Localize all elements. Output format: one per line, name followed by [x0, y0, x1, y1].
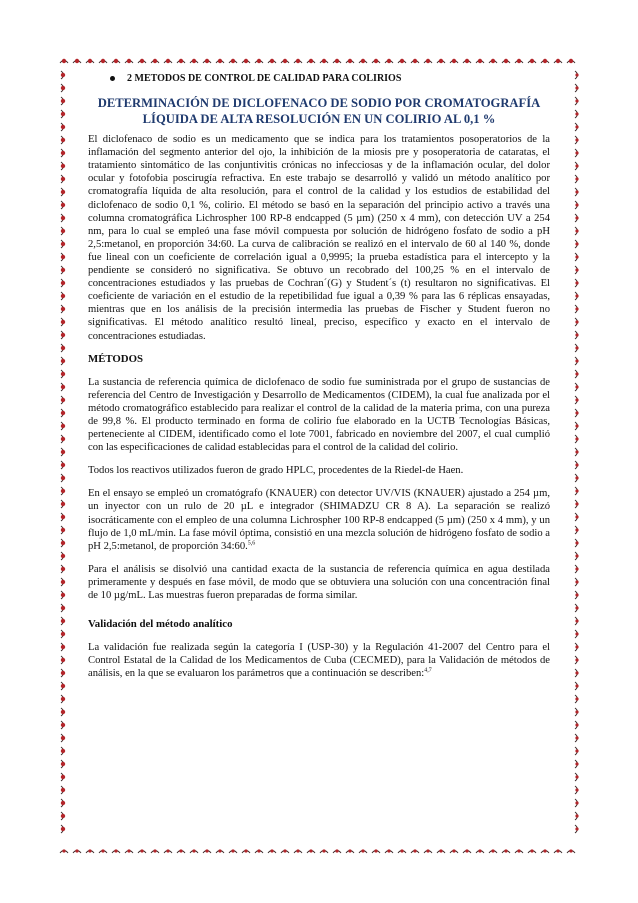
- validacion-paragraph-1: [88, 641, 550, 680]
- border-ornament: [151, 59, 159, 63]
- border-ornament: [575, 825, 579, 833]
- border-ornament: [190, 59, 198, 63]
- border-ornament: [575, 188, 579, 196]
- validacion-heading: Validación del método analítico: [88, 618, 233, 631]
- border-ornament: [575, 396, 579, 404]
- border-ornament: [575, 656, 579, 664]
- border-ornament: [372, 849, 380, 853]
- border-ornament: [61, 240, 65, 248]
- border-ornament: [268, 849, 276, 853]
- border-ornament: [61, 747, 65, 755]
- border-ornament: [61, 565, 65, 573]
- border-ornament: [502, 59, 510, 63]
- border-ornament: [216, 849, 224, 853]
- border-ornament: [99, 849, 107, 853]
- border-ornament: [575, 786, 579, 794]
- border-ornament: [61, 162, 65, 170]
- border-ornament: [575, 201, 579, 209]
- border-ornament: [61, 266, 65, 274]
- metodos-paragraph-1: La sustancia de referencia química de diclofenaco de sodio fue suministrada por el grupo de sustancias de referencia del Centro de Investigación y Desarrollo de Medicamentos (CIDEM), la cual fue analizada por el método cromatográfico establecido para realizar el control de la calidad de la materia prima, con una pureza de 99,8 %. El producto terminado en forma de colirio fue elaborado en la UCTB Tecnologías Básicas, perteneciente al CIDEM, identificado como el lote 7001, fabricado en noviembre del 2007, el cual cumplió con las especificaciones de calidad establecidas para el control de la calidad del colirio.: [88, 376, 550, 454]
- border-ornament: [60, 849, 68, 853]
- border-ornament: [61, 604, 65, 612]
- border-ornament: [575, 97, 579, 105]
- border-ornament: [575, 617, 579, 625]
- border-ornament: [575, 110, 579, 118]
- border-ornament: [61, 422, 65, 430]
- border-ornament: [61, 201, 65, 209]
- border-ornament: [575, 71, 579, 79]
- border-ornament: [502, 849, 510, 853]
- border-ornament: [61, 318, 65, 326]
- border-ornament: [125, 849, 133, 853]
- border-ornament: [575, 448, 579, 456]
- border-ornament: [255, 59, 263, 63]
- border-ornament: [268, 59, 276, 63]
- border-ornament: [242, 849, 250, 853]
- border-ornament: [61, 734, 65, 742]
- border-ornament: [242, 59, 250, 63]
- border-ornament: [61, 526, 65, 534]
- border-ornament: [575, 409, 579, 417]
- border-ornament: [229, 59, 237, 63]
- border-ornament: [541, 59, 549, 63]
- border-ornament: [203, 59, 211, 63]
- border-ornament: [575, 734, 579, 742]
- border-ornament: [177, 849, 185, 853]
- border-ornament: [61, 136, 65, 144]
- border-ornament: [281, 59, 289, 63]
- border-ornament: [437, 59, 445, 63]
- border-ornament: [61, 474, 65, 482]
- border-ornament: [575, 357, 579, 365]
- border-ornament: [575, 747, 579, 755]
- border-ornament: [411, 849, 419, 853]
- border-ornament: [61, 370, 65, 378]
- border-ornament: [61, 175, 65, 183]
- border-ornament: [203, 849, 211, 853]
- border-ornament: [554, 849, 562, 853]
- border-ornament: [164, 59, 172, 63]
- border-ornament: [229, 849, 237, 853]
- border-ornament: [575, 760, 579, 768]
- border-ornament: [138, 849, 146, 853]
- metodos-paragraph-3-text: En el ensayo se empleó un cromatógrafo (KNAUER) con detector UV/VIS (KNAUER) ajustado a 254 µm, un inyector con un rulo de 20 µL e integrador (SHIMADZU CR 8 A). La separación se realizó isocráticamente con el empleo de una columna Lichrospher 100 RP-8 endcapped (5 µm) (250 x 4 mm), y un flujo de 1,0 mL/min. La fase móvil óptima, consistió en una mezcla solución de hidrógeno fosfato de sodio a pH 2,5:metanol, de proporción 34:60.: [88, 488, 550, 552]
- border-ornament: [575, 773, 579, 781]
- border-ornament: [61, 656, 65, 664]
- border-ornament: [575, 812, 579, 820]
- border-ornament: [575, 435, 579, 443]
- border-ornament: [112, 59, 120, 63]
- border-ornament: [61, 448, 65, 456]
- border-ornament: [575, 331, 579, 339]
- border-ornament: [489, 849, 497, 853]
- border-ornament: [61, 643, 65, 651]
- abstract-paragraph: El diclofenaco de sodio es un medicamento que se indica para los tratamientos posoperatorios de la inflamación del segmento anterior del ojo, la inhibición de la miosis pre y posoperatoria de cataratas, el tratamiento sintomático de las conjuntivitis crónicas no infecciosas y de la inflamación ocular, del dolor ocular y fotofobia poscirugía refractiva. En este trabajo se desarrolló y validó un método analítico por cromatografía líquida de alta resolución, para el control de la calidad y los estudios de estabilidad del diclofenaco de sodio 0,1 %, colirio. El método se basó en la separación del principio activo a través una columna cromatográfica Lichrospher 100 RP-8 endcapped (5 µm) (250 x 4 mm), con detección UV a 254 nm, para lo cual se empleó una fase móvil compuesta por solución de hidrógeno fosfato de sodio a pH 2,5:metanol, en proporción 34:60. La curva de calibración se realizó en el intervalo de 60 al 140 %, donde fue lineal con un coeficiente de correlación igual a 0,9995; la prueba estadística para el intercepto y la pendiente se consideró no significativa. Se obtuvo un recobrado del 100,25 % en el intervalo de concentraciones estudiados y las pruebas de Cochran´(G) y Student´s (t) resultaron no significativas. El coeficiente de variación en el estudio de la repetibilidad fue igual a 0,39 % para las 6 réplicas ensayadas, mientras que en los análisis de la precisión intermedia las pruebas de Fischer y Student fueron no significativas. El método analítico resultó lineal, preciso, específico y exacto en el intervalo de concentraciones estudiadas.: [88, 134, 550, 342]
- border-ornament: [575, 552, 579, 560]
- border-ornament: [575, 487, 579, 495]
- border-ornament: [575, 500, 579, 508]
- border-ornament: [575, 383, 579, 391]
- border-ornament: [60, 59, 68, 63]
- border-ornament: [61, 682, 65, 690]
- border-ornament: [320, 849, 328, 853]
- border-ornament: [61, 617, 65, 625]
- border-ornament: [385, 849, 393, 853]
- border-ornament: [61, 630, 65, 638]
- border-ornament: [61, 292, 65, 300]
- border-ornament: [333, 59, 341, 63]
- border-ornament: [575, 643, 579, 651]
- border-ornament: [99, 59, 107, 63]
- border-ornament: [86, 849, 94, 853]
- border-ornament: [125, 59, 133, 63]
- border-ornament: [575, 370, 579, 378]
- border-ornament: [61, 227, 65, 235]
- border-ornament: [575, 253, 579, 261]
- border-ornament: [294, 849, 302, 853]
- border-ornament: [575, 136, 579, 144]
- border-ornament: [567, 59, 575, 63]
- border-ornament: [575, 305, 579, 313]
- border-ornament: [575, 695, 579, 703]
- border-ornament: [575, 149, 579, 157]
- border-ornament: [112, 849, 120, 853]
- border-ornament: [575, 123, 579, 131]
- border-ornament: [575, 292, 579, 300]
- border-ornament: [346, 59, 354, 63]
- border-ornament: [575, 266, 579, 274]
- border-ornament: [575, 84, 579, 92]
- border-ornament: [528, 849, 536, 853]
- border-ornament: [575, 279, 579, 287]
- border-ornament: [61, 708, 65, 716]
- border-ornament: [61, 331, 65, 339]
- border-ornament: [575, 578, 579, 586]
- border-ornament: [86, 59, 94, 63]
- border-ornament: [359, 59, 367, 63]
- border-ornament: [61, 487, 65, 495]
- border-ornament: [528, 59, 536, 63]
- border-ornament: [255, 849, 263, 853]
- border-ornament: [424, 59, 432, 63]
- border-ornament: [61, 110, 65, 118]
- border-ornament: [398, 59, 406, 63]
- border-ornament: [61, 799, 65, 807]
- border-ornament: [450, 59, 458, 63]
- border-ornament: [61, 84, 65, 92]
- border-ornament: [216, 59, 224, 63]
- border-ornament: [575, 526, 579, 534]
- border-ornament: [575, 318, 579, 326]
- border-ornament: [424, 849, 432, 853]
- border-ornament: [476, 849, 484, 853]
- metodos-paragraph-4: Para el análisis se disolvió una cantidad exacta de la sustancia de referencia química en agua destilada primeramente y después en fase móvil, de modo que se obtuviera una solución con una concentración final de 10 µg/mL. Las muestras fueron preparadas de forma similar.: [88, 563, 550, 601]
- border-ornament: [177, 59, 185, 63]
- border-ornament: [138, 59, 146, 63]
- border-ornament: [575, 630, 579, 638]
- border-ornament: [61, 578, 65, 586]
- border-ornament: [61, 721, 65, 729]
- border-ornament: [463, 59, 471, 63]
- border-ornament: [61, 71, 65, 79]
- border-ornament: [61, 409, 65, 417]
- border-ornament: [346, 849, 354, 853]
- metodos-heading: MÉTODOS: [88, 352, 143, 365]
- border-ornament: [61, 214, 65, 222]
- border-ornament: [575, 799, 579, 807]
- border-ornament: [575, 227, 579, 235]
- border-ornament: [61, 435, 65, 443]
- border-ornament: [476, 59, 484, 63]
- border-ornament: [61, 591, 65, 599]
- border-ornament: [567, 849, 575, 853]
- border-ornament: [61, 812, 65, 820]
- border-ornament: [61, 552, 65, 560]
- border-ornament: [575, 539, 579, 547]
- border-ornament: [151, 849, 159, 853]
- border-ornament: [294, 59, 302, 63]
- citation-superscript: 5,6: [247, 540, 256, 547]
- border-ornament: [281, 849, 289, 853]
- section-bullet-text: 2 METODOS DE CONTROL DE CALIDAD PARA COLIRIOS: [127, 73, 402, 84]
- border-ornament: [61, 279, 65, 287]
- border-ornament: [515, 59, 523, 63]
- border-ornament: [554, 59, 562, 63]
- border-ornament: [411, 59, 419, 63]
- border-ornament: [61, 773, 65, 781]
- border-ornament: [450, 849, 458, 853]
- border-ornament: [437, 849, 445, 853]
- border-ornament: [307, 849, 315, 853]
- border-ornament: [61, 253, 65, 261]
- border-ornament: [575, 591, 579, 599]
- border-ornament: [575, 162, 579, 170]
- border-ornament: [164, 849, 172, 853]
- section-bullet: [110, 72, 550, 85]
- border-ornament: [515, 849, 523, 853]
- border-ornament: [575, 565, 579, 573]
- border-ornament: [73, 59, 81, 63]
- border-ornament: [541, 849, 549, 853]
- border-ornament: [61, 539, 65, 547]
- border-ornament: [61, 786, 65, 794]
- border-ornament: [575, 461, 579, 469]
- border-ornament: [61, 305, 65, 313]
- border-ornament: [61, 357, 65, 365]
- border-ornament: [73, 849, 81, 853]
- border-ornament: [61, 500, 65, 508]
- border-ornament: [575, 344, 579, 352]
- border-ornament: [575, 175, 579, 183]
- border-ornament: [359, 849, 367, 853]
- bullet-icon: [110, 76, 115, 81]
- border-ornament: [320, 59, 328, 63]
- border-ornament: [575, 721, 579, 729]
- border-ornament: [575, 513, 579, 521]
- border-ornament: [61, 669, 65, 677]
- border-ornament: [575, 422, 579, 430]
- border-ornament: [61, 760, 65, 768]
- border-ornament: [61, 513, 65, 521]
- border-ornament: [61, 123, 65, 131]
- border-ornament: [61, 344, 65, 352]
- border-ornament: [385, 59, 393, 63]
- border-ornament: [61, 149, 65, 157]
- border-ornament: [489, 59, 497, 63]
- border-ornament: [398, 849, 406, 853]
- border-ornament: [61, 383, 65, 391]
- border-ornament: [190, 849, 198, 853]
- border-ornament: [61, 825, 65, 833]
- border-ornament: [61, 461, 65, 469]
- border-ornament: [575, 214, 579, 222]
- metodos-paragraph-3: [88, 487, 550, 552]
- border-ornament: [575, 682, 579, 690]
- border-ornament: [575, 669, 579, 677]
- border-ornament: [575, 708, 579, 716]
- border-ornament: [61, 396, 65, 404]
- validacion-paragraph-1-text: La validación fue realizada según la categoría I (USP-30) y la Regulación 41-2007 del Centro para el Control Estatal de la Calidad de los Medicamentos de Cuba (CECMED), para la Validación de métodos de análisis, en la que se evaluaron los parámetros que a continuación se describen:: [88, 642, 550, 680]
- border-ornament: [307, 59, 315, 63]
- border-ornament: [463, 849, 471, 853]
- border-ornament: [372, 59, 380, 63]
- citation-superscript: 4,7: [424, 667, 432, 674]
- border-ornament: [575, 474, 579, 482]
- border-ornament: [61, 97, 65, 105]
- metodos-paragraph-2: Todos los reactivos utilizados fueron de grado HPLC, procedentes de la Riedel-de Haen.: [88, 465, 464, 477]
- border-ornament: [61, 188, 65, 196]
- border-ornament: [333, 849, 341, 853]
- border-ornament: [575, 604, 579, 612]
- border-ornament: [61, 695, 65, 703]
- document-title: DETERMINACIÓN DE DICLOFENACO DE SODIO POR CROMATOGRAFÍA LÍQUIDA DE ALTA RESOLUCIÓN EN UN COLIRIO AL 0,1 %: [97, 96, 541, 127]
- border-ornament: [575, 240, 579, 248]
- document-body: [88, 72, 550, 680]
